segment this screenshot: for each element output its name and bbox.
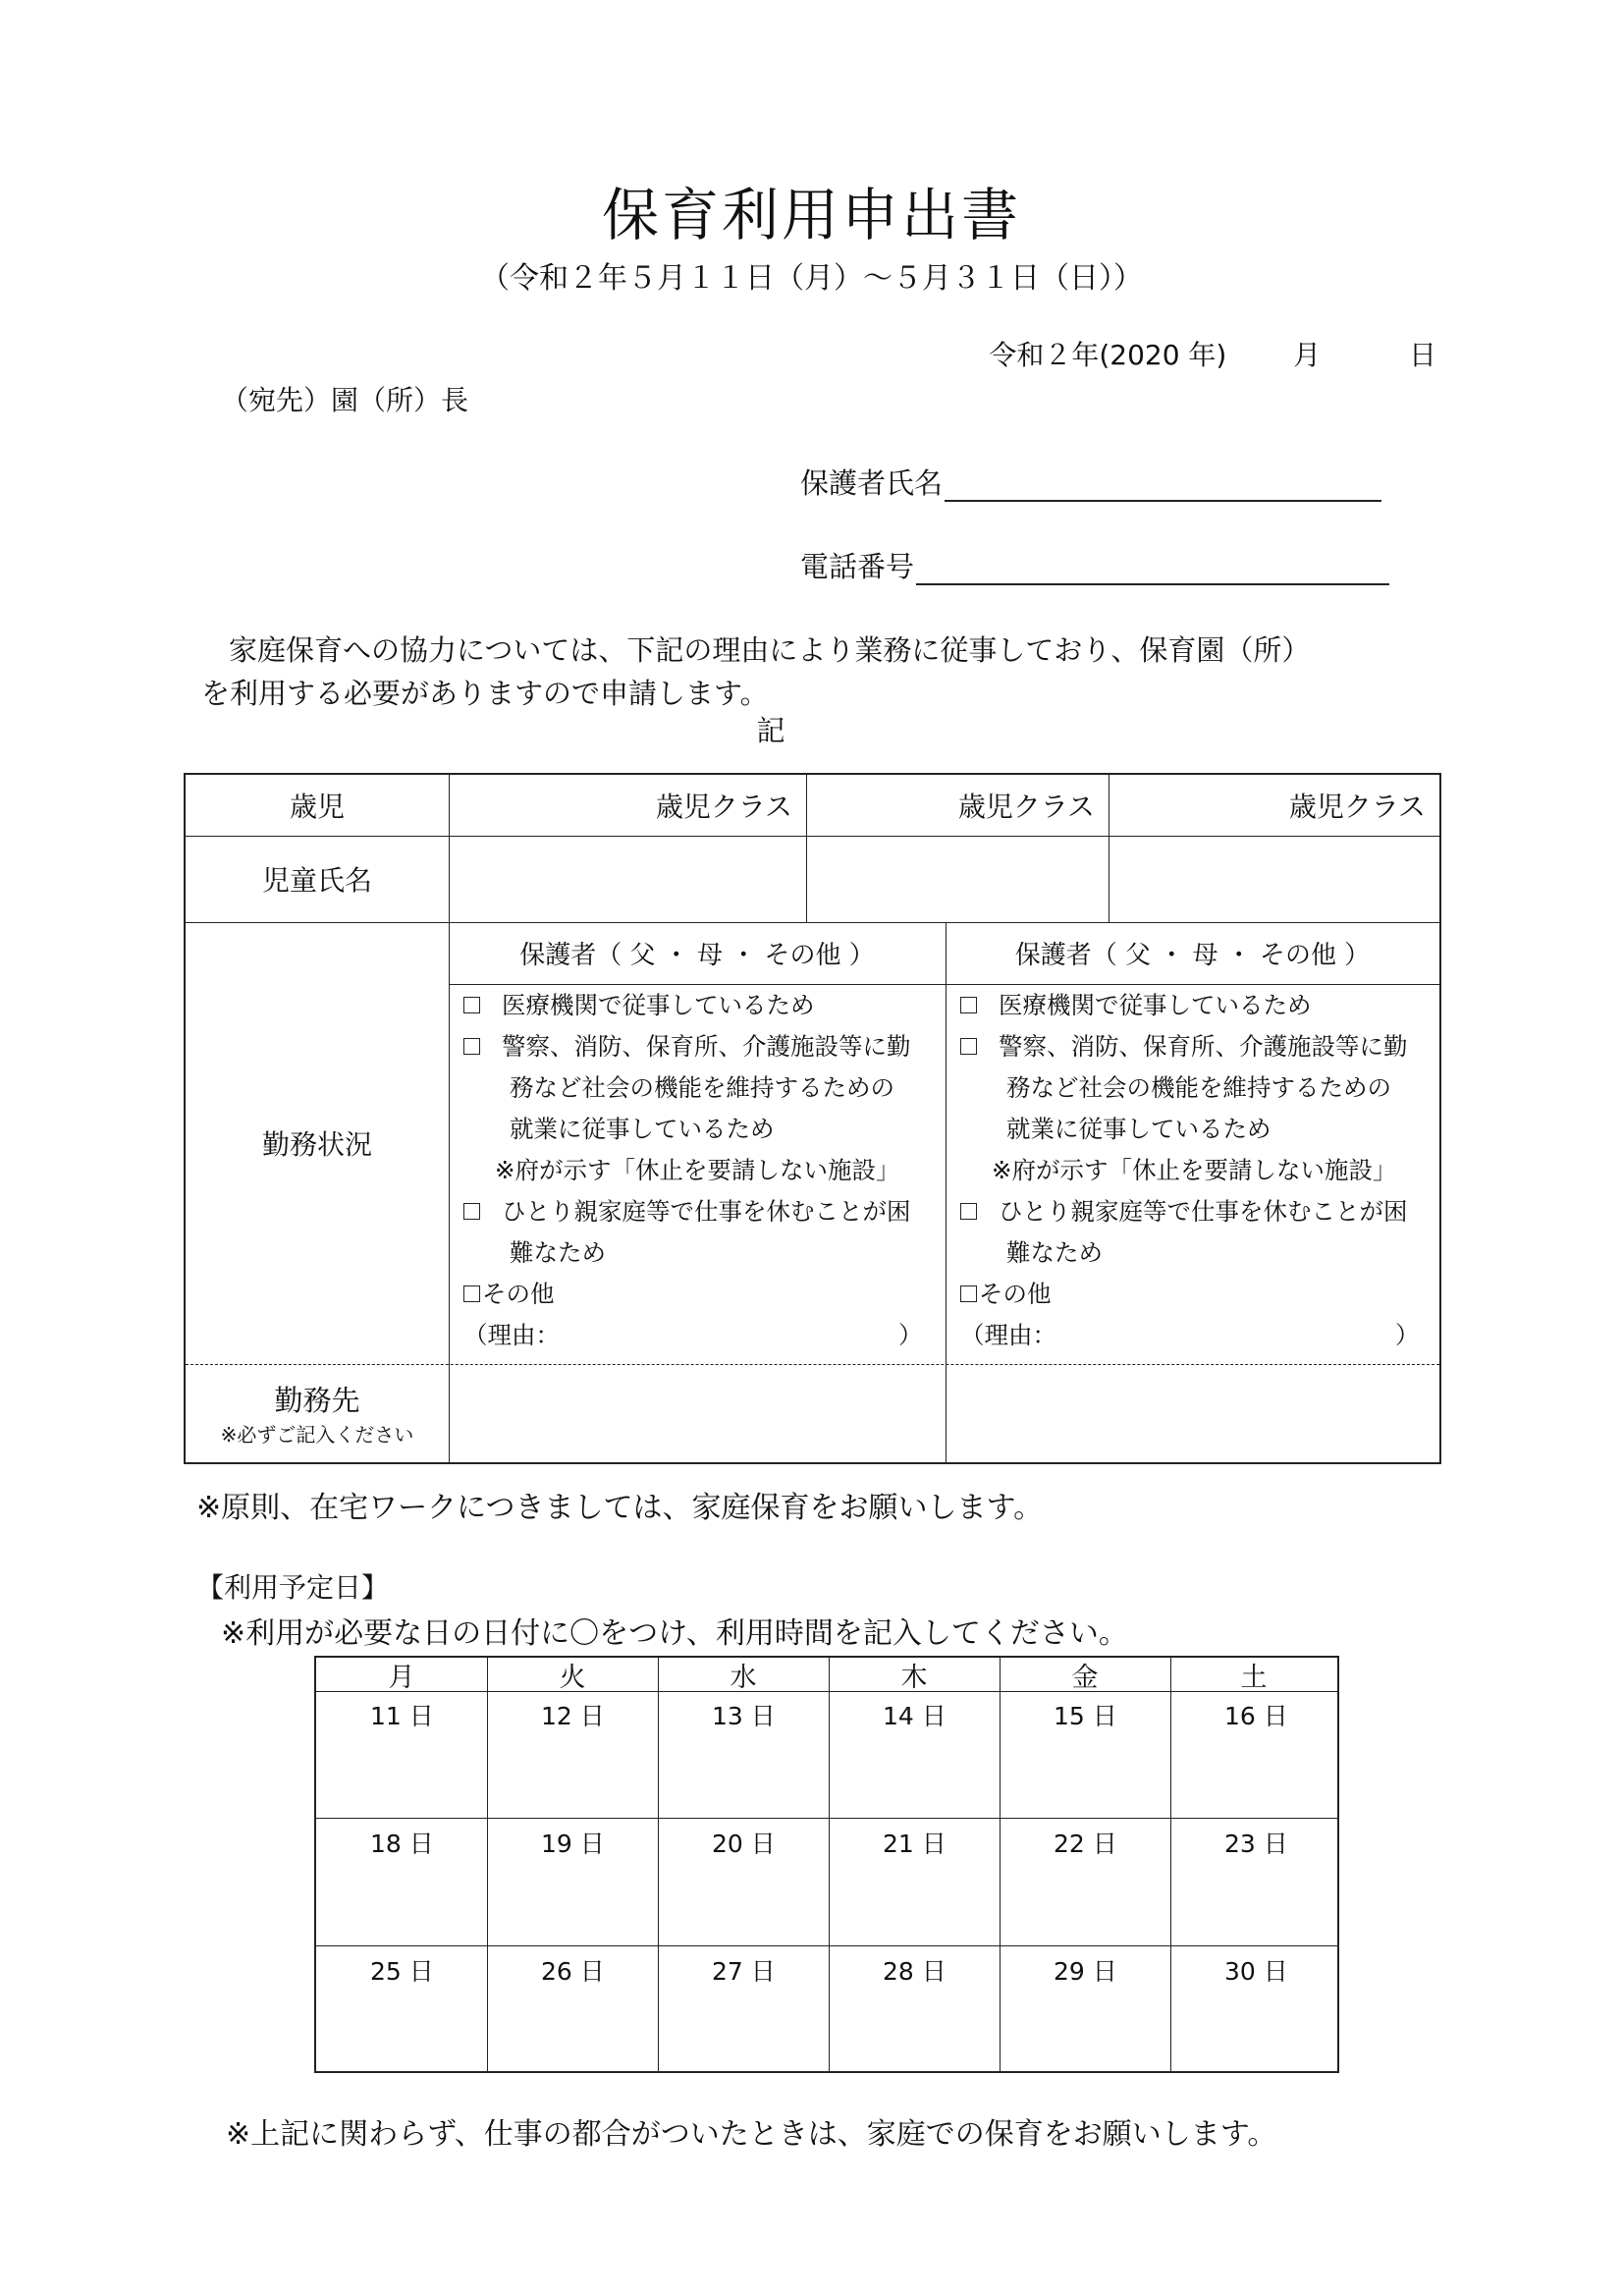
child-name-label: 児童氏名 bbox=[261, 864, 372, 897]
work-options-2 bbox=[952, 985, 1435, 1356]
schedule-calendar bbox=[314, 1656, 1339, 2073]
option-single-parent-cont: 難なため bbox=[510, 1238, 606, 1267]
workplace-label: 勤務先 bbox=[274, 1384, 360, 1417]
guardian-header-1: 保護者（ 父 ・ 母 ・ その他 ） bbox=[519, 941, 875, 970]
workplace-note: ※必ずご記入ください bbox=[220, 1423, 414, 1447]
option-single-parent[interactable]: ひとり親家庭等で仕事を休むことが困 bbox=[456, 1191, 942, 1232]
weekday-wed: 水 bbox=[730, 1662, 757, 1693]
calendar-day[interactable]: 22 日 bbox=[1054, 1830, 1117, 1858]
checkbox[interactable] bbox=[960, 1285, 977, 1302]
request-paragraph-line-1: 家庭保育への協力については、下記の理由により業務に従事しており、保育園（所） bbox=[229, 633, 1311, 667]
option-essential[interactable]: 警察、消防、保育所、介護施設等に勤 bbox=[456, 1026, 942, 1067]
workplace-label-cell bbox=[186, 1364, 449, 1462]
class-field-2[interactable]: 歳児クラス bbox=[957, 791, 1095, 823]
document-subtitle: （令和２年５月１１日（月）～５月３１日（日）） bbox=[480, 261, 1143, 296]
essential-note: ※府が示す「休止を要請しない施設」 bbox=[992, 1156, 1397, 1184]
option-medical[interactable]: 医療機関で従事しているため bbox=[952, 985, 1435, 1026]
checkbox[interactable] bbox=[463, 1285, 480, 1302]
option-other[interactable]: その他 bbox=[456, 1274, 942, 1315]
work-status-label: 勤務状況 bbox=[261, 1128, 372, 1161]
document-title: 保育利用申出書 bbox=[601, 182, 1021, 248]
application-table bbox=[184, 773, 1441, 1464]
schedule-note: ※利用が必要な日の日付に〇をつけ、利用時間を記入してください。 bbox=[221, 1616, 1128, 1651]
class-field-1[interactable]: 歳児クラス bbox=[655, 791, 792, 823]
age-label: 歳児 bbox=[289, 791, 345, 823]
checkbox[interactable] bbox=[463, 1038, 480, 1055]
phone-line[interactable] bbox=[916, 552, 1389, 585]
weekday-sat: 土 bbox=[1240, 1662, 1268, 1693]
calendar-day[interactable]: 14 日 bbox=[883, 1702, 947, 1730]
child-name-field-3[interactable] bbox=[1109, 836, 1439, 922]
date-month: 月 bbox=[1293, 339, 1322, 371]
calendar-day[interactable]: 23 日 bbox=[1224, 1830, 1288, 1858]
weekday-thu: 木 bbox=[900, 1662, 928, 1693]
guardian-header-2: 保護者（ 父 ・ 母 ・ その他 ） bbox=[1014, 941, 1371, 970]
option-essential-cont: 務など社会の機能を維持するための bbox=[510, 1073, 894, 1102]
checkbox[interactable] bbox=[463, 997, 480, 1013]
request-paragraph-line-2: を利用する必要がありますので申請します。 bbox=[201, 677, 769, 710]
guardian-name-field[interactable] bbox=[800, 462, 1381, 502]
schedule-heading: 【利用予定日】 bbox=[196, 1571, 390, 1604]
request-paragraph bbox=[201, 629, 1438, 715]
weekday-mon: 月 bbox=[388, 1662, 415, 1693]
ki-heading: 記 bbox=[756, 714, 785, 747]
workplace-field-2[interactable] bbox=[946, 1364, 1439, 1462]
date-line bbox=[989, 334, 1436, 373]
guardian-name-line[interactable] bbox=[945, 468, 1381, 502]
option-single-parent-cont: 難なため bbox=[1006, 1238, 1103, 1267]
guardian-name-label: 保護者氏名 bbox=[800, 466, 944, 500]
calendar-day[interactable]: 12 日 bbox=[541, 1702, 605, 1730]
calendar-day[interactable]: 26 日 bbox=[541, 1957, 605, 1986]
reason-field[interactable]: （理由： ） bbox=[463, 1321, 923, 1349]
calendar-day[interactable]: 27 日 bbox=[712, 1957, 776, 1986]
option-essential-cont: 就業に従事しているため bbox=[510, 1115, 775, 1143]
reason-field[interactable]: （理由： ） bbox=[960, 1321, 1420, 1349]
calendar-day[interactable]: 30 日 bbox=[1224, 1957, 1288, 1986]
calendar-day[interactable]: 16 日 bbox=[1224, 1702, 1288, 1730]
essential-note: ※府が示す「休止を要請しない施設」 bbox=[495, 1156, 900, 1184]
weekday-fri: 金 bbox=[1071, 1662, 1099, 1693]
addressee: （宛先）園（所）長 bbox=[221, 384, 469, 416]
option-medical[interactable]: 医療機関で従事しているため bbox=[456, 985, 942, 1026]
calendar-day[interactable]: 11 日 bbox=[370, 1702, 434, 1730]
option-other[interactable]: その他 bbox=[952, 1274, 1435, 1315]
calendar-day[interactable]: 21 日 bbox=[883, 1830, 947, 1858]
child-name-field-2[interactable] bbox=[806, 836, 1109, 922]
checkbox[interactable] bbox=[960, 1038, 977, 1055]
calendar-day[interactable]: 29 日 bbox=[1054, 1957, 1117, 1986]
class-field-3[interactable]: 歳児クラス bbox=[1288, 791, 1426, 823]
weekday-tue: 火 bbox=[559, 1662, 586, 1693]
calendar-day[interactable]: 28 日 bbox=[883, 1957, 947, 1986]
checkbox[interactable] bbox=[960, 997, 977, 1013]
phone-field[interactable] bbox=[800, 545, 1389, 585]
calendar-day[interactable]: 15 日 bbox=[1054, 1702, 1117, 1730]
option-essential[interactable]: 警察、消防、保育所、介護施設等に勤 bbox=[952, 1026, 1435, 1067]
child-name-field-1[interactable] bbox=[449, 836, 806, 922]
work-options-1 bbox=[456, 985, 942, 1356]
calendar-day[interactable]: 20 日 bbox=[712, 1830, 776, 1858]
remote-work-note: ※原則、在宅ワークにつきましては、家庭保育をお願いします。 bbox=[196, 1491, 1044, 1525]
calendar-day[interactable]: 25 日 bbox=[370, 1957, 434, 1986]
option-essential-cont: 務など社会の機能を維持するための bbox=[1006, 1073, 1391, 1102]
checkbox[interactable] bbox=[960, 1203, 977, 1220]
date-day: 日 bbox=[1408, 339, 1436, 371]
calendar-day[interactable]: 19 日 bbox=[541, 1830, 605, 1858]
workplace-field-1[interactable] bbox=[449, 1364, 946, 1462]
checkbox[interactable] bbox=[463, 1203, 480, 1220]
date-era: 令和２年(2020 年) bbox=[989, 339, 1227, 371]
option-single-parent[interactable]: ひとり親家庭等で仕事を休むことが困 bbox=[952, 1191, 1435, 1232]
calendar-day[interactable]: 13 日 bbox=[712, 1702, 776, 1730]
calendar-day[interactable]: 18 日 bbox=[370, 1830, 434, 1858]
option-essential-cont: 就業に従事しているため bbox=[1006, 1115, 1271, 1143]
final-note: ※上記に関わらず、仕事の都合がついたときは、家庭での保育をお願いします。 bbox=[226, 2117, 1277, 2152]
phone-label: 電話番号 bbox=[800, 550, 915, 583]
